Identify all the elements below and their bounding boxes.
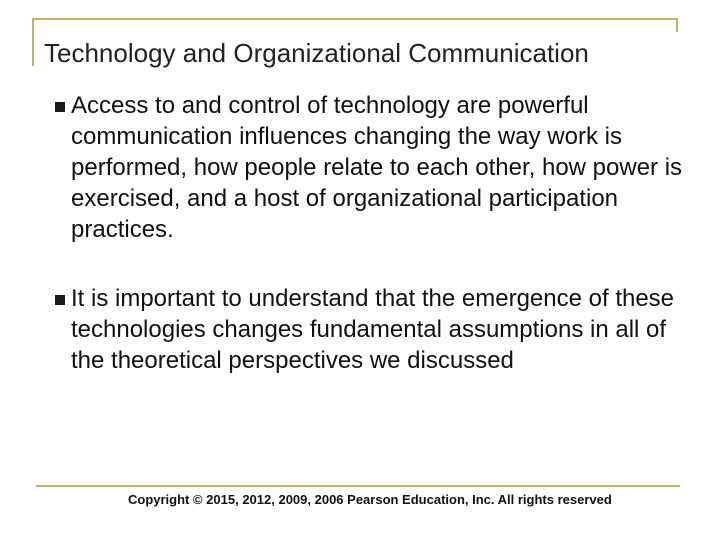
- title-top-rule: [32, 18, 678, 20]
- square-bullet-icon: [55, 102, 65, 112]
- title-left-rule: [32, 18, 34, 66]
- title-right-tick: [676, 18, 678, 32]
- bullet-text-1: Access to and control of technology are powerful communication influences changing the way work is performed, how people relate to each other, how power is exercised, and a host of organizational participation practices.: [71, 92, 683, 243]
- footer-rule: [36, 485, 680, 487]
- bullet-text-2: It is important to understand that the emergence of these technologies changes fundamental assumptions in all of the theoretical perspectives we discussed: [71, 285, 675, 374]
- slide-title: Technology and Organizational Communication: [44, 38, 589, 68]
- copyright-footer: Copyright © 2015, 2012, 2009, 2006 Pearson Education, Inc. All rights reserved: [128, 492, 612, 507]
- square-bullet-icon: [55, 295, 65, 305]
